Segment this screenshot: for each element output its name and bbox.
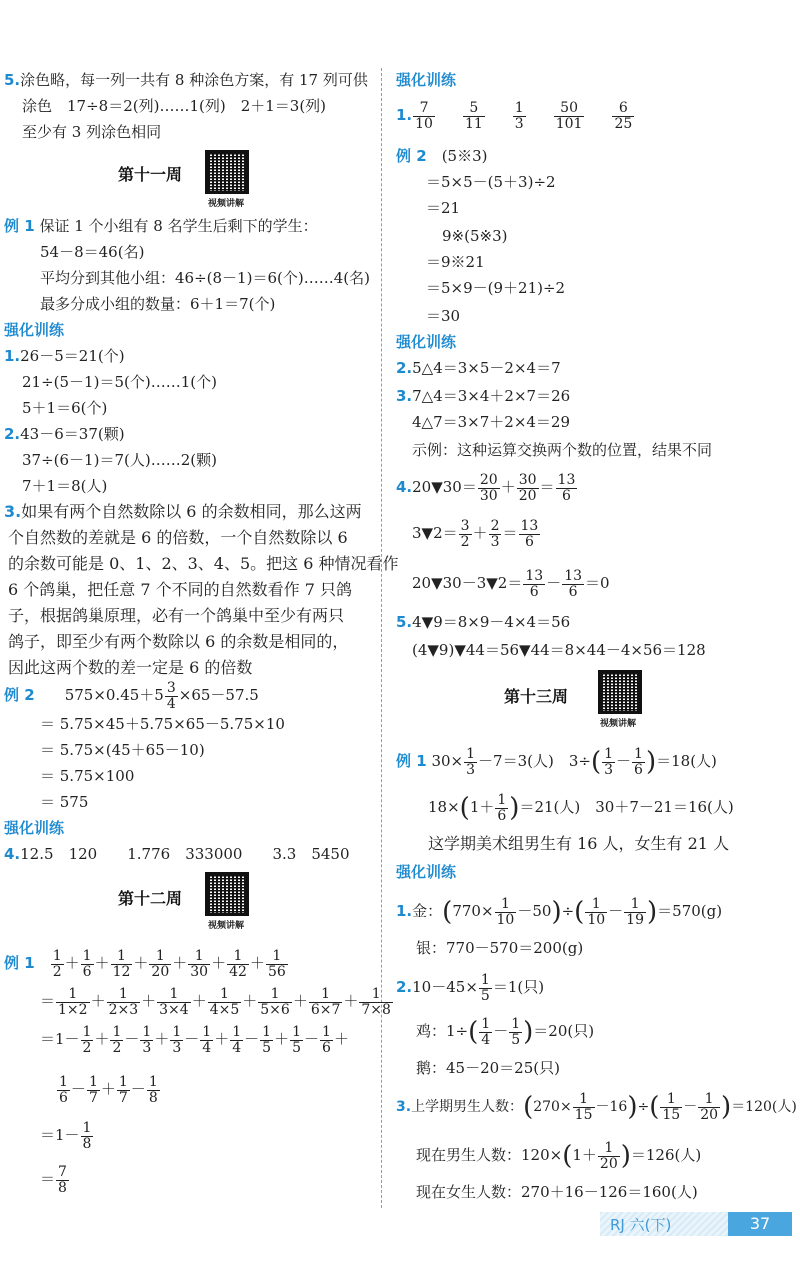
fraction: $\frac{1}{6}$: [82, 947, 92, 980]
fraction: $\frac{1}{19}$: [626, 895, 644, 928]
example-r2-line1: 例 2 (5※3): [396, 147, 488, 165]
training-heading: 强化训练: [4, 321, 65, 339]
operator: ＋: [292, 992, 308, 1010]
fraction: $\frac{1}{10}$: [496, 895, 515, 928]
fraction: $\frac{50}{101}$: [555, 99, 583, 132]
operator: ＋: [94, 954, 110, 972]
example-r2-line5: ＝9※21: [426, 253, 485, 271]
operator: ＋: [90, 992, 106, 1010]
operator: ＋: [172, 954, 188, 972]
example-1-line1: 例 1 保证 1 个小组有 8 名学生后剩下的学生：: [4, 217, 318, 235]
week-12-title: 第十二周: [118, 889, 183, 908]
fraction: $\frac{1}{4}$: [202, 1023, 212, 1056]
example-r3-line2: 18×(1＋ $\frac{1}{6}$ )＝21(人) 30＋7－21＝16(人): [428, 791, 734, 824]
operator: ＋: [211, 954, 227, 972]
operator: ＋: [242, 992, 258, 1010]
training-t2-line2: 鸡：1÷( $\frac{1}{4}$ － $\frac{1}{5}$ )＝20(只): [416, 1015, 595, 1048]
operator: ＋: [141, 992, 157, 1010]
training-r5-line2: (4▼9)▼44＝56▼44＝8×44－4×56＝128: [412, 641, 706, 659]
training-q1-line3: 5＋1＝6(个): [22, 399, 108, 417]
fraction: $\frac{1}{6}$: [497, 791, 507, 824]
fraction: $\frac{1}{7\times 8}$: [361, 985, 391, 1018]
problem-5-line2: 涂色 17÷8＝2(列)……1(列) 2＋1＝3(列): [22, 97, 327, 115]
paren-open: (: [523, 1092, 534, 1122]
column-divider: [381, 68, 382, 1208]
paren-open: (: [442, 897, 453, 927]
fraction: $\frac{1}{3}$: [172, 1023, 182, 1056]
example-2-step1: ＝ 5.75×45＋5.75×65－5.75×10: [40, 715, 285, 733]
week-11-title: 第十一周: [118, 165, 183, 184]
training-r4-line2: 3▼2＝ $\frac{3}{2}$ ＋ $\frac{2}{3}$ ＝ $\frac{13}{6}$: [412, 517, 539, 550]
fraction: $\frac{7}{8}$: [58, 1163, 67, 1196]
example-3-row1: 例 1 $\frac{1}{2}$ ＋ $\frac{1}{6}$ ＋ $\frac{1}{12}$ ＋ $\frac{1}{20}$ ＋ $\frac{1}{30}$ ＋ $\frac{1}{42}$ ＋ $\frac{1}{56}$: [4, 946, 289, 980]
fraction: $\frac{1}{2\times 3}$: [108, 985, 139, 1018]
paren-close: ): [627, 1092, 638, 1122]
fraction: $\frac{1}{5}$: [511, 1015, 521, 1048]
operator: ＋: [249, 954, 265, 972]
training-r3-line3: 示例：这种运算交换两个数的位置，结果不同: [412, 441, 713, 459]
example-1-line2: 54－8＝46(名): [40, 243, 145, 261]
training-r2: 2.5△4＝3×5－2×4＝7: [396, 359, 561, 377]
example-2-line1: 例 2 575×0.45＋5 $\frac{3}{4}$ ×65－57.5: [4, 679, 259, 712]
operator: ＋: [154, 1030, 170, 1048]
operator: －: [304, 1030, 320, 1048]
paren-close: ): [620, 1141, 631, 1171]
fraction: $\frac{5}{11}$: [464, 99, 483, 132]
problem-5-line1: 5.涂色略，每一列一共有 8 种涂色方案，有 17 列可供: [4, 71, 368, 89]
paren-close: ): [721, 1092, 732, 1122]
operator: －: [124, 1030, 140, 1048]
example-r3-line1: 例 1 30× $\frac{1}{3}$ －7＝3(人) 3÷( $\frac{1}{3}$ － $\frac{1}{6}$ )＝18(人): [396, 745, 717, 778]
operator: ＋: [191, 992, 207, 1010]
example-2-step4: ＝ 575: [40, 793, 89, 811]
fraction: $\frac{1}{20}$: [151, 947, 170, 980]
training-r5-line1: 5.4▼9＝8×9－4×4＝56: [396, 613, 571, 631]
fraction: $\frac{20}{30}$: [479, 471, 498, 504]
paren-close: ): [509, 793, 520, 823]
fraction: $\frac{1}{7}$: [88, 1073, 98, 1106]
operator: －: [184, 1030, 200, 1048]
training-q1-line2: 21÷(5－1)＝5(个)……1(个): [22, 373, 217, 391]
training-heading-3: 强化训练: [396, 71, 457, 89]
training-heading-4: 强化训练: [396, 333, 457, 351]
fraction: $\frac{1}{5}$: [480, 971, 490, 1004]
paren-close: ): [523, 1017, 534, 1047]
fraction-sum-row: [56, 1073, 161, 1106]
training-q3-line1: 3.如果有两个自然数除以 6 的余数相同，那么这两: [4, 502, 362, 521]
page-number: 37: [728, 1212, 792, 1236]
fraction: $\frac{1}{30}$: [190, 947, 209, 980]
fraction: $\frac{1}{5}$: [292, 1023, 302, 1056]
fraction: $\frac{13}{6}$: [525, 567, 544, 600]
fraction: $\frac{1}{3}$: [466, 745, 476, 778]
training-r4-line3: 20▼30－3▼2＝ $\frac{13}{6}$ － $\frac{13}{6}$ ＝0: [412, 567, 610, 600]
paren-close: ): [645, 747, 657, 777]
operator: ＋: [214, 1030, 230, 1048]
fraction: $\frac{1}{6}$: [59, 1073, 68, 1106]
paren-open: (: [574, 897, 585, 927]
fraction: $\frac{1}{3}$: [142, 1023, 152, 1056]
paren-open: (: [459, 793, 470, 823]
page-footer: [600, 1212, 800, 1236]
example-r2-line6: ＝5×9－(9＋21)÷2: [426, 279, 566, 297]
fraction: $\frac{1}{1\times 2}$: [58, 985, 88, 1018]
training-q1-line1: 1.26－5＝21(个): [4, 347, 125, 365]
example-3-row2: ＝ $\frac{1}{1\times 2}$ ＋ $\frac{1}{2\times 3}$ ＋ $\frac{1}{3\times 4}$ ＋ $\frac{1}{4\times 5}$ ＋ $\frac{1}{5\times 6}$ ＋ $\frac{1}{6\times 7}$ ＋ $\frac{1}{7\times 8}$: [40, 984, 394, 1018]
paren-close: ): [647, 897, 658, 927]
training-q2-line1: 2.43－6＝37(颗): [4, 425, 125, 443]
fraction: $\frac{1}{2}$: [52, 947, 62, 980]
problem-5-line3: 至少有 3 列涂色相同: [22, 123, 162, 141]
training-q4-answers: 4.12.5 120 1.776 333000 3.3 5450: [4, 845, 350, 863]
example-1-line3: 平均分到其他小组：46÷(8－1)＝6(个)……4(名): [40, 269, 370, 287]
fraction: $\frac{1}{2}$: [82, 1023, 92, 1056]
week-13-title: 第十三周: [504, 687, 569, 706]
operator: ＋: [274, 1030, 290, 1048]
training-t3-line3: 现在女生人数：270＋16－126＝160(人): [416, 1183, 698, 1201]
training-t1-line2: 银：770－570＝200(g): [416, 939, 584, 957]
training-heading-5: 强化训练: [396, 863, 457, 881]
example-3-row5: ＝1－ $\frac{1}{8}$: [40, 1119, 92, 1152]
paren-open: (: [590, 747, 602, 777]
fraction: $\frac{13}{6}$: [564, 567, 583, 600]
paren-open: (: [562, 1141, 573, 1171]
operator: ＋: [100, 1080, 116, 1098]
fraction: $\frac{1}{3\times 4}$: [159, 985, 189, 1018]
example-r2-line4: 9※(5※3): [442, 227, 508, 245]
fraction: $\frac{1}{8}$: [82, 1119, 92, 1152]
training-q2-line3: 7＋1＝8(人): [22, 477, 108, 495]
fraction: $\frac{1}{6}$: [322, 1023, 331, 1056]
example-3-row3: ＝1－ $\frac{1}{2}$ ＋ $\frac{1}{2}$ － $\frac{1}{3}$ ＋ $\frac{1}{3}$ － $\frac{1}{4}$ ＋ $\frac{1}{4}$ － $\frac{1}{5}$ ＋ $\frac{1}{5}$ － $\frac{1}{6}$ ＋: [40, 1023, 349, 1056]
operator: ＋: [94, 1030, 110, 1048]
qr-caption: 视频讲解: [600, 719, 637, 729]
training-r3-line1: 3.7△4＝3×4＋2×7＝26: [396, 387, 571, 405]
example-3-row4: [56, 1072, 161, 1106]
training-t3-line2: 现在男生人数：120×(1＋ $\frac{1}{20}$ )＝126(人): [416, 1139, 702, 1172]
fraction-list: [412, 99, 661, 132]
fraction: $\frac{1}{2}$: [112, 1023, 122, 1056]
example-3-row6: ＝ $\frac{7}{8}$: [40, 1163, 67, 1196]
training-t3-line1: 3.上学期男生人数：(270× $\frac{1}{15}$ －16)÷( $\frac{1}{15}$ － $\frac{1}{20}$ )＝120(人): [396, 1090, 797, 1123]
training-r4-line1: 4.20▼30＝ $\frac{20}{30}$ ＋ $\frac{30}{20}$ ＝ $\frac{13}{6}$: [396, 471, 576, 504]
fraction: $\frac{1}{20}$: [700, 1090, 719, 1123]
operator: －: [70, 1080, 86, 1098]
fraction: $\frac{1}{8}$: [148, 1073, 158, 1106]
fraction: $\frac{30}{20}$: [518, 471, 537, 504]
fraction: $\frac{13}{6}$: [557, 471, 576, 504]
training-q3-line3: 的余数可能是 0、1、2、3、4、5。把这 6 种情况看作: [8, 554, 399, 573]
example-r2-line2: ＝5×5－(5＋3)÷2: [426, 173, 556, 191]
operator: ＋: [133, 954, 149, 972]
qr-code-icon[interactable]: [205, 872, 249, 916]
fraction: $\frac{1}{5}$: [262, 1023, 272, 1056]
fraction: $\frac{1}{4}$: [481, 1015, 491, 1048]
fraction: $\frac{1}{5\times 6}$: [260, 985, 290, 1018]
operator: ＋: [64, 954, 80, 972]
fraction: $\frac{1}{15}$: [574, 1090, 593, 1123]
fraction: $\frac{1}{6}$: [634, 745, 643, 778]
operator: ＋: [333, 1030, 349, 1048]
training-r3-line2: 4△7＝3×7＋2×4＝29: [412, 413, 571, 431]
fraction: $\frac{1}{4\times 5}$: [209, 985, 240, 1018]
fraction: $\frac{1}{4}$: [232, 1023, 242, 1056]
example-2-step2: ＝ 5.75×(45＋65－10): [40, 741, 205, 759]
fraction-sum-row: [55, 985, 394, 1018]
fraction: $\frac{1}{42}$: [229, 947, 247, 980]
training-t1-line1: 1.金：(770× $\frac{1}{10}$ －50)÷( $\frac{1}{10}$ － $\frac{1}{19}$ )＝570(g): [396, 895, 723, 928]
fraction: $\frac{2}{3}$: [490, 517, 500, 550]
example-r3-line3: 这学期美术组男生有 16 人，女生有 21 人: [428, 834, 730, 853]
training-t2-line1: 2.10－45× $\frac{1}{5}$ ＝1(只): [396, 971, 545, 1004]
fraction: $\frac{1}{56}$: [267, 947, 286, 980]
fraction: $\frac{1}{3}$: [514, 99, 524, 132]
operator: －: [130, 1080, 146, 1098]
fraction: $\frac{6}{25}$: [614, 99, 633, 132]
fraction: $\frac{1}{3}$: [604, 745, 614, 778]
paren-open: (: [468, 1017, 479, 1047]
training-q3-line7: 因此这两个数的差一定是 6 的倍数: [8, 658, 253, 677]
training-t2-line3: 鹅：45－20＝25(只): [416, 1059, 560, 1077]
fraction: $\frac{1}{7}$: [118, 1073, 128, 1106]
operator: ＋: [343, 992, 359, 1010]
training-heading-2: 强化训练: [4, 819, 65, 837]
example-2-step3: ＝ 5.75×100: [40, 767, 135, 785]
qr-caption: 视频讲解: [208, 199, 245, 209]
training-q3-line4: 6 个鸽巢，把任意 7 个不同的自然数看作 7 只鸽: [8, 580, 352, 599]
fraction: $\frac{1}{20}$: [599, 1139, 618, 1172]
example-r2-line7: ＝30: [426, 307, 461, 325]
fraction: $\frac{1}{12}$: [112, 947, 131, 980]
fraction: $\frac{1}{6\times 7}$: [310, 985, 341, 1018]
fraction: $\frac{13}{6}$: [520, 517, 539, 550]
paren-close: ): [551, 897, 562, 927]
training-r1-fractions: 1. $\frac{7}{10}$ $\frac{5}{11}$ $\frac{1}{3}$ $\frac{50}{101}$ $\frac{6}{25}$: [396, 98, 661, 132]
qr-code-icon[interactable]: [598, 670, 642, 714]
paren-open: (: [649, 1092, 660, 1122]
example-1-line4: 最多分成小组的数量：6＋1＝7(个): [40, 295, 276, 313]
mixed-fraction: $\frac{3}{4}$: [166, 679, 176, 712]
example-r2-line3: ＝21: [426, 199, 461, 217]
training-q2-line2: 37÷(6－1)＝7(人)……2(颗): [22, 451, 217, 469]
fraction: $\frac{3}{2}$: [460, 517, 470, 550]
fraction: $\frac{7}{10}$: [415, 99, 433, 132]
fraction: $\frac{1}{10}$: [587, 895, 606, 928]
training-q3-line5: 子，根据鸽巢原理，必有一个鸽巢中至少有两只: [8, 606, 345, 625]
operator: －: [244, 1030, 260, 1048]
fraction: $\frac{1}{15}$: [662, 1090, 681, 1123]
training-q3-line6: 鸽子，即至少有两个数除以 6 的余数是相同的，: [8, 632, 349, 651]
qr-caption: 视频讲解: [208, 921, 245, 931]
edition-label: RJ 六(下): [610, 1216, 672, 1234]
training-q3-line2: 个自然数的差就是 6 的倍数，一个自然数除以 6: [8, 528, 348, 547]
qr-code-icon[interactable]: [205, 150, 249, 194]
